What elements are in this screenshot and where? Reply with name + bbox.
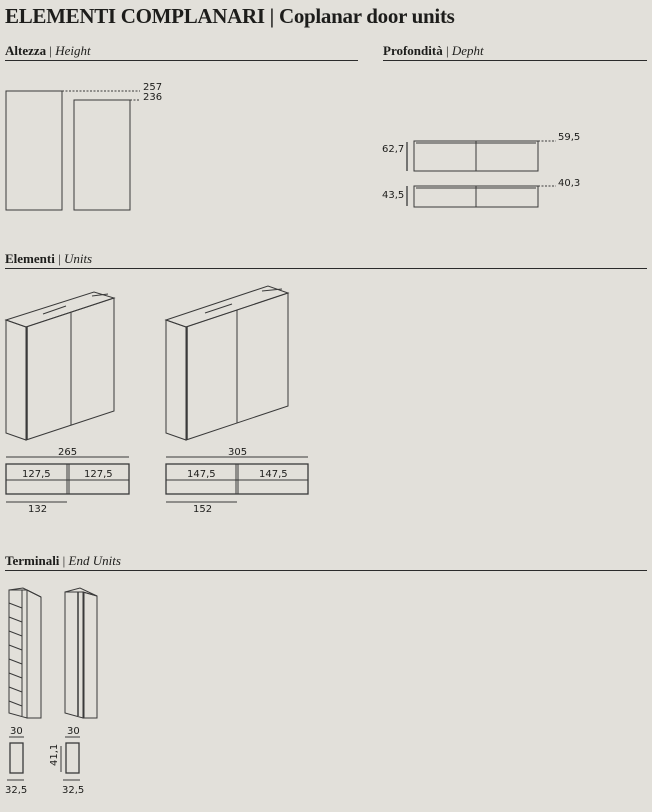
dim-height-short: 236 bbox=[143, 92, 163, 103]
section-depth-label-en: Depht bbox=[451, 43, 484, 58]
dim-end-1-width: 30 bbox=[10, 726, 23, 737]
dim-unit-2-module: 152 bbox=[193, 504, 213, 515]
section-units-label-en: Units bbox=[63, 251, 93, 266]
height-panel-short bbox=[74, 100, 130, 210]
section-height-label: Altezza bbox=[5, 43, 47, 58]
unit-1-perspective bbox=[6, 292, 114, 440]
end-unit-2-plan bbox=[66, 743, 79, 773]
dim-unit-2-total: 305 bbox=[228, 447, 248, 458]
section-units-label: Elementi bbox=[5, 251, 55, 266]
separator: | bbox=[49, 43, 52, 58]
end-unit-1-plan bbox=[10, 743, 23, 773]
page-title: ELEMENTI COMPLANARI | Coplanar door units bbox=[5, 4, 455, 28]
separator: | bbox=[445, 43, 449, 58]
separator: | bbox=[62, 553, 66, 568]
dim-end-1-depth: 32,5 bbox=[5, 785, 28, 796]
dim-unit-1-total: 265 bbox=[58, 447, 78, 458]
dim-height-tall: 257 bbox=[143, 82, 163, 93]
section-depth-label: Profondità bbox=[383, 43, 443, 58]
unit-2-perspective bbox=[166, 286, 288, 440]
end-unit-2-perspective bbox=[65, 588, 97, 718]
end-unit-1-perspective bbox=[9, 588, 41, 718]
dim-end-2-width: 30 bbox=[67, 726, 80, 737]
dim-unit-1-door-a: 127,5 bbox=[22, 469, 51, 480]
dim-unit-1-module: 132 bbox=[28, 504, 48, 515]
dim-depth-outer-1: 62,7 bbox=[382, 144, 405, 155]
separator: | bbox=[58, 251, 61, 266]
dim-depth-outer-2: 43,5 bbox=[382, 190, 405, 201]
dim-end-2-depth: 32,5 bbox=[62, 785, 85, 796]
section-end-units-label-en: End Units bbox=[68, 553, 121, 568]
section-end-units-label: Terminali bbox=[5, 553, 60, 568]
dim-unit-1-door-b: 127,5 bbox=[84, 469, 113, 480]
dim-end-2-depth-side: 41,1 bbox=[49, 743, 60, 766]
height-panel-tall bbox=[6, 91, 62, 210]
dim-depth-inner-2: 40,3 bbox=[558, 178, 581, 189]
dim-unit-2-door-b: 147,5 bbox=[259, 469, 288, 480]
dim-depth-inner-1: 59,5 bbox=[558, 132, 581, 143]
section-height-label-en: Height bbox=[55, 43, 91, 58]
dim-unit-2-door-a: 147,5 bbox=[187, 469, 216, 480]
